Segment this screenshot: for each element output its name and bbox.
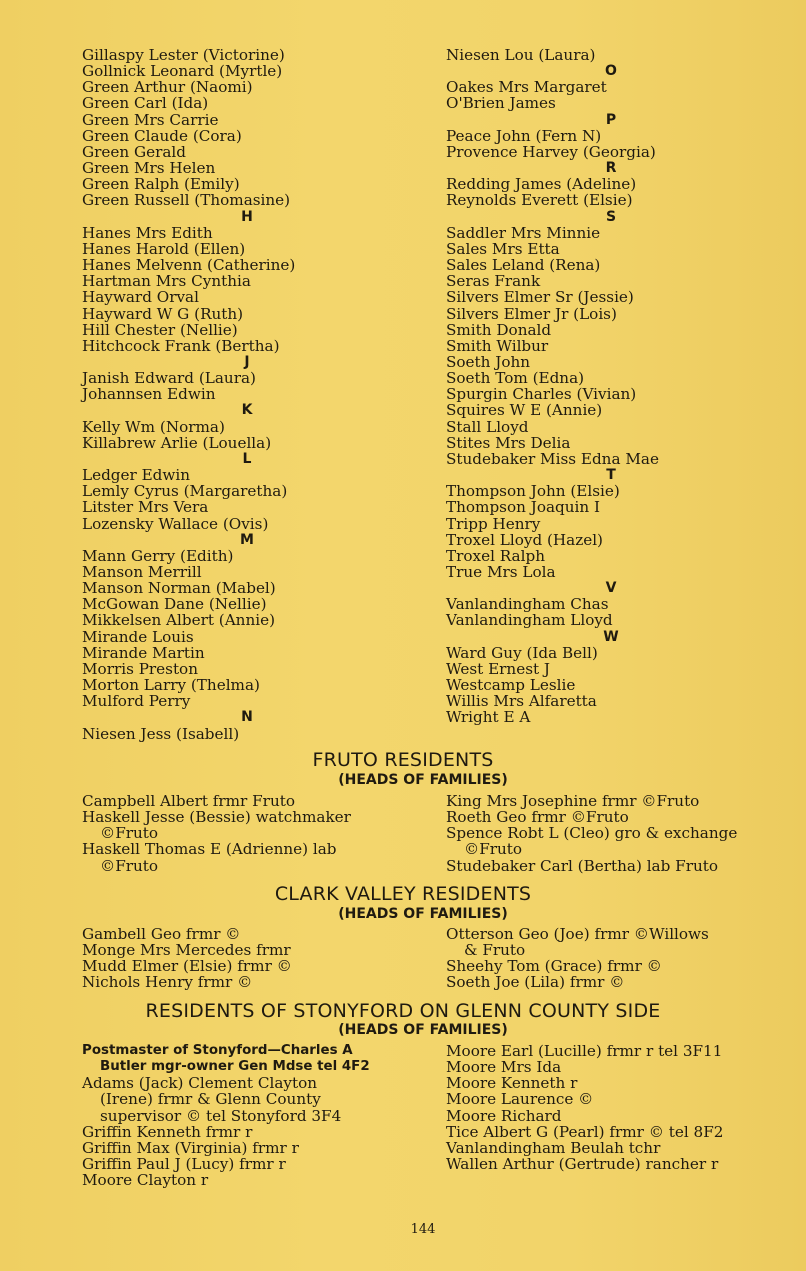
directory-entry: Provence Harvey (Georgia): [446, 142, 656, 161]
directory-entry: Oakes Mrs Margaret: [446, 78, 607, 97]
directory-entry: Roeth Geo frmr ©Fruto: [446, 808, 629, 827]
directory-entry: Spurgin Charles (Vivian): [446, 385, 637, 404]
directory-entry: Vanlandingham Chas: [446, 595, 609, 614]
directory-entry: Willis Mrs Alfaretta: [446, 692, 597, 711]
directory-entry: Green Gerald: [82, 142, 186, 161]
stonyford-section-subtitle: (HEADS OF FAMILIES): [338, 1022, 508, 1038]
directory-entry: True Mrs Lola: [446, 563, 556, 581]
directory-entry: Hartman Mrs Cynthia: [82, 272, 251, 291]
fruto-section-subtitle: (HEADS OF FAMILIES): [338, 772, 508, 788]
directory-entry: Haskell Thomas E (Adrienne) lab: [82, 840, 337, 859]
letter-heading: T: [606, 467, 616, 484]
directory-entry: ©Fruto: [100, 856, 159, 875]
directory-entry: Thompson John (Elsie): [446, 482, 620, 501]
directory-entry: Mudd Elmer (Elsie) frmr ©: [82, 957, 292, 976]
clark-valley-left-column: [82, 926, 422, 991]
directory-entry: Mann Gerry (Edith): [82, 546, 234, 565]
directory-entry: Vanlandingham Beulah tchr: [446, 1138, 661, 1157]
fruto-right-column: [446, 793, 786, 874]
directory-entry: Squires W E (Annie): [446, 401, 603, 420]
fruto-left-column: [82, 793, 422, 874]
directory-entry: (Irene) frmr & Glenn County: [100, 1090, 321, 1109]
letter-heading: S: [605, 208, 617, 225]
directory-entry: Killabrew Arlie (Louella): [82, 433, 272, 452]
fruto-section-title: FRUTO RESIDENTS: [312, 749, 494, 771]
directory-entry: Green Carl (Ida): [82, 94, 209, 113]
directory-entry: Green Claude (Cora): [82, 126, 242, 145]
directory-entry: Green Arthur (Naomi): [82, 78, 253, 97]
directory-entry: Sales Leland (Rena): [446, 256, 601, 275]
letter-heading: H: [241, 208, 253, 225]
directory-entry: Griffin Kenneth frmr r: [82, 1122, 253, 1141]
directory-entry: Kelly Wm (Norma): [82, 417, 225, 436]
directory-entry: Soeth Tom (Edna): [446, 369, 585, 388]
directory-entry: Otterson Geo (Joe) frmr ©Willows: [446, 925, 709, 943]
directory-entry: Mikkelsen Albert (Annie): [82, 611, 276, 630]
stonyford-section-title: RESIDENTS OF STONYFORD ON GLENN COUNTY SIDE: [145, 1000, 661, 1022]
directory-entry: Studebaker Miss Edna Mae: [446, 449, 659, 468]
directory-entry: Green Ralph (Emily): [82, 175, 240, 194]
letter-heading: N: [241, 709, 253, 726]
page-number: 144: [410, 1222, 436, 1237]
stonyford-left-column: [82, 1043, 432, 1188]
directory-entry: Moore Earl (Lucille) frmr r tel 3F11: [446, 1042, 723, 1060]
letter-heading: M: [240, 531, 254, 548]
letter-heading: P: [605, 111, 617, 128]
letter-heading: V: [605, 580, 617, 597]
stonyford-right-column: [446, 1043, 796, 1172]
directory-entry: Smith Wilbur: [446, 336, 549, 355]
directory-entry: Lemly Cyrus (Margaretha): [82, 482, 288, 501]
letter-heading: O: [605, 63, 617, 80]
directory-entry: Ward Guy (Ida Bell): [446, 643, 598, 662]
letter-heading: R: [605, 160, 617, 177]
directory-entry: Reynolds Everett (Elsie): [446, 191, 633, 210]
directory-entry: Haskell Jesse (Bessie) watchmaker: [82, 808, 351, 827]
letter-heading: J: [244, 353, 250, 370]
directory-entry: King Mrs Josephine frmr ©Fruto: [446, 792, 700, 810]
directory-entry: Moore Kenneth r: [446, 1074, 578, 1093]
directory-entry: Studebaker Carl (Bertha) lab Fruto: [446, 856, 718, 875]
directory-entry: Griffin Paul J (Lucy) frmr r: [82, 1155, 286, 1174]
directory-entry: Wright E A: [446, 708, 531, 727]
directory-entry: Tice Albert G (Pearl) frmr © tel 8F2: [446, 1122, 724, 1141]
directory-entry: O'Brien James: [446, 94, 556, 113]
directory-entry: Mirande Louis: [82, 627, 194, 646]
directory-entry: Spence Robt L (Cleo) gro & exchange: [446, 824, 738, 843]
clark-valley-section-subtitle: (HEADS OF FAMILIES): [338, 906, 508, 922]
letter-heading: K: [241, 402, 253, 419]
clark-valley-section-title: CLARK VALLEY RESIDENTS: [274, 883, 532, 905]
directory-entry: Gillaspy Lester (Victorine): [82, 46, 285, 64]
directory-entry: Nichols Henry frmr ©: [82, 973, 253, 992]
directory-entry: Moore Mrs Ida: [446, 1058, 562, 1077]
directory-entry: McGowan Dane (Nellie): [82, 595, 267, 614]
directory-entry: Hayward W G (Ruth): [82, 304, 244, 323]
directory-entry: Green Mrs Helen: [82, 159, 216, 178]
directory-entry: Silvers Elmer Jr (Lois): [446, 304, 617, 323]
directory-entry: Manson Norman (Mabel): [82, 579, 276, 598]
directory-entry: Silvers Elmer Sr (Jessie): [446, 288, 634, 307]
directory-entry: Monge Mrs Mercedes frmr: [82, 941, 291, 960]
directory-entry: Moore Clayton r: [82, 1171, 209, 1190]
directory-entry: Tripp Henry: [446, 514, 541, 533]
directory-entry: Manson Merrill: [82, 563, 202, 581]
directory-entry: West Ernest J: [446, 659, 551, 678]
main-right-column: [446, 47, 776, 726]
directory-entry: ©Fruto: [464, 840, 523, 859]
directory-entry: Soeth John: [446, 352, 531, 371]
directory-entry: Troxel Ralph: [446, 546, 545, 565]
clark-valley-right-column: [446, 926, 786, 991]
directory-entry: Soeth Joe (Lila) frmr ©: [446, 973, 625, 992]
directory-entry: Hanes Harold (Ellen): [82, 239, 246, 258]
directory-entry: Stall Lloyd: [446, 417, 529, 436]
directory-entry: Butler mgr-owner Gen Mdse tel 4F2: [100, 1059, 370, 1075]
directory-entry: Gambell Geo frmr ©: [82, 925, 241, 943]
directory-entry: Green Russell (Thomasine): [82, 191, 291, 210]
directory-entry: Peace John (Fern N): [446, 126, 602, 145]
directory-entry: Hanes Melvenn (Catherine): [82, 256, 296, 275]
directory-entry: Ledger Edwin: [82, 466, 191, 485]
directory-entry: Seras Frank: [446, 272, 541, 291]
directory-entry: Smith Donald: [446, 320, 552, 339]
directory-entry: Hanes Mrs Edith: [82, 223, 213, 242]
directory-entry: & Fruto: [464, 941, 526, 960]
directory-entry: Sales Mrs Etta: [446, 239, 560, 258]
directory-entry: Griffin Max (Virginia) frmr r: [82, 1138, 299, 1157]
directory-entry: Gollnick Leonard (Myrtle): [82, 62, 283, 81]
directory-entry: Wallen Arthur (Gertrude) rancher r: [446, 1155, 719, 1174]
letter-heading: W: [603, 628, 619, 645]
main-left-column: [82, 47, 412, 742]
directory-entry: Janish Edward (Laura): [82, 369, 256, 388]
directory-entry: Niesen Lou (Laura): [446, 46, 596, 64]
directory-entry: Adams (Jack) Clement Clayton: [82, 1074, 318, 1093]
directory-entry: Campbell Albert frmr Fruto: [82, 792, 295, 810]
directory-entry: Stites Mrs Delia: [446, 433, 571, 452]
directory-entry: supervisor © tel Stonyford 3F4: [100, 1106, 342, 1125]
directory-entry: Saddler Mrs Minnie: [446, 223, 601, 242]
directory-entry: Hitchcock Frank (Bertha): [82, 336, 280, 355]
directory-entry: Lozensky Wallace (Ovis): [82, 514, 269, 533]
directory-entry: Hill Chester (Nellie): [82, 320, 238, 339]
directory-entry: Thompson Joaquin I: [446, 498, 600, 517]
letter-heading: L: [242, 450, 252, 467]
directory-entry: Mulford Perry: [82, 692, 191, 711]
directory-entry: Hayward Orval: [82, 288, 199, 307]
directory-entry: Westcamp Leslie: [446, 676, 576, 695]
directory-entry: Moore Richard: [446, 1106, 562, 1125]
directory-entry: Green Mrs Carrie: [82, 110, 219, 129]
directory-entry: Niesen Jess (Isabell): [82, 724, 240, 743]
directory-entry: Postmaster of Stonyford—Charles A: [82, 1043, 353, 1058]
directory-entry: Moore Laurence ©: [446, 1090, 594, 1109]
directory-entry: Mirande Martin: [82, 643, 205, 662]
directory-entry: Redding James (Adeline): [446, 175, 637, 194]
directory-entry: Troxel Lloyd (Hazel): [446, 530, 603, 549]
directory-entry: Sheehy Tom (Grace) frmr ©: [446, 957, 662, 976]
directory-entry: ©Fruto: [100, 824, 159, 843]
directory-entry: Litster Mrs Vera: [82, 498, 209, 517]
directory-entry: Johannsen Edwin: [82, 385, 216, 404]
directory-entry: Vanlandingham Lloyd: [446, 611, 613, 630]
directory-entry: Morris Preston: [82, 659, 198, 678]
directory-entry: Morton Larry (Thelma): [82, 676, 260, 695]
